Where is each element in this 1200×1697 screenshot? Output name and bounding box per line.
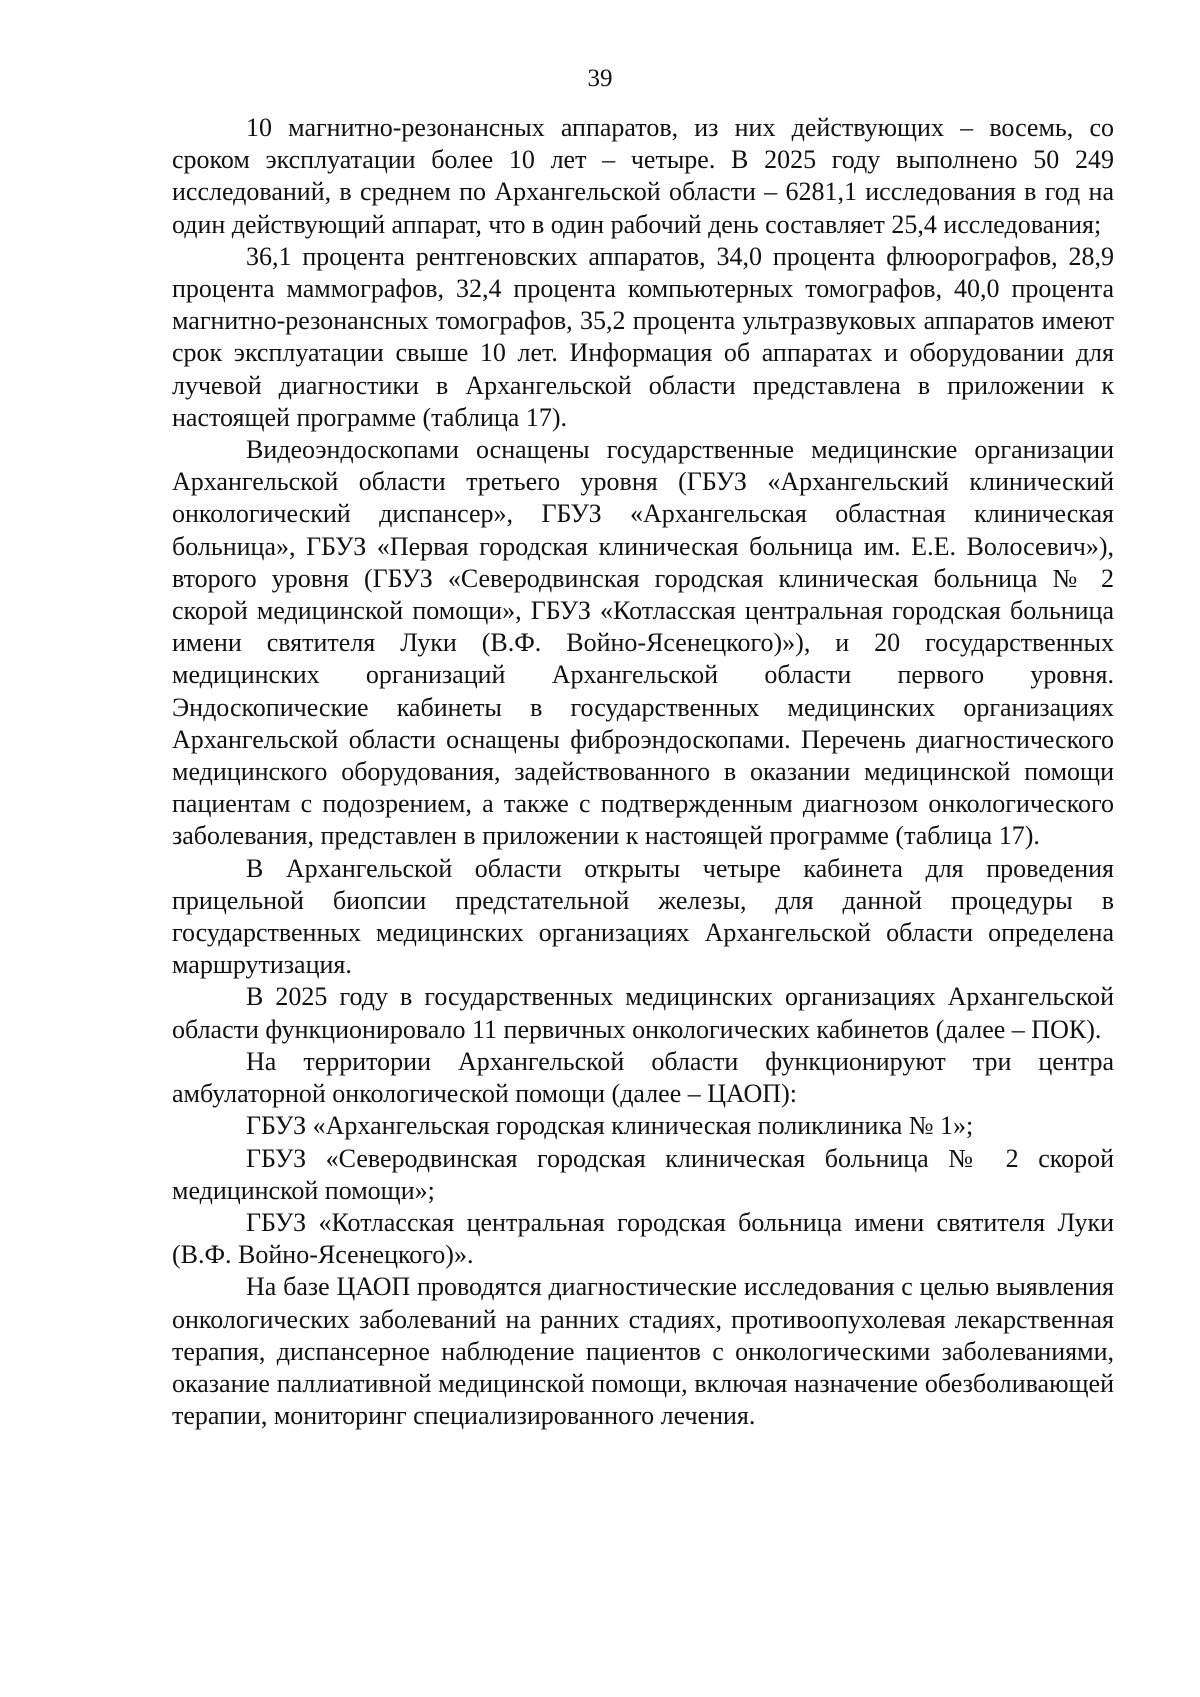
paragraph-caop-services: На базе ЦАОП проводятся диагностические исследования с целью выявления онкологических заболеваний на ранних стадиях, противоопухолевая лекарственная терапия, диспансерное наблюдение пациентов с онкологическими заболеваниями, оказание паллиативной медицинской помощи, включая назначение обезболивающей терапии, мониторинг специализированного лечения.	[172, 1272, 1114, 1431]
document-body	[172, 112, 1114, 1432]
list-item-caop-2: ГБУЗ «Северодвинская городская клиническая больница № 2 скорой медицинской помощи»;	[172, 1143, 1114, 1205]
list-item-caop-3: ГБУЗ «Котласская центральная городская больница имени святителя Луки (В.Ф. Войно-Ясенецкого)».	[172, 1207, 1114, 1270]
paragraph-equipment-age: 36,1 процента рентгеновских аппаратов, 34,0 процента флюорографов, 28,9 процента маммографов, 32,4 процента компьютерных томографов, 40,0 процента магнитно-резонансных томографов, 35,2 процента ультразвуковых аппаратов имеют срок эксплуатации свыше 10 лет. Информация об аппаратах и оборудовании для лучевой диагностики в Архангельской области представлена в приложении к настоящей программе (таблица 17).	[172, 241, 1114, 432]
paragraph-oncology-offices: В 2025 году в государственных медицинских организациях Архангельской области функционировало 11 первичных онкологических кабинетов (далее – ПОК).	[172, 982, 1114, 1044]
paragraph-videoendoscopes: Видеоэндоскопами оснащены государственные медицинские организации Архангельской области третьего уровня (ГБУЗ «Архангельский клинический онкологический диспансер», ГБУЗ «Архангельская областная клиническая больница», ГБУЗ «Первая городская клиническая больница им. Е.Е. Волосевич»), второго уровня (ГБУЗ «Северодвинская городская клиническая больница № 2 скорой медицинской помощи», ГБУЗ «Котласская центральная городская больница имени святителя Луки (В.Ф. Войно-Ясенецкого)»), и 20 государственных медицинских организаций Архангельской области первого уровня. Эндоскопические кабинеты в государственных медицинских организациях Архангельской области оснащены фиброэндоскопами. Перечень диагностического медицинского оборудования, задействованного в оказании медицинской помощи пациентам с подозрением, а также с подтвержденным диагнозом онкологического заболевания, представлен в приложении к настоящей программе (таблица 17).	[172, 435, 1114, 851]
page-number: 39	[587, 65, 613, 92]
paragraph-prostate-biopsy: В Архангельской области открыты четыре кабинета для проведения прицельной биопсии предстательной железы, для данной процедуры в государственных медицинских организациях Архангельской области определена маршрутизация.	[172, 853, 1114, 980]
paragraph-caop-intro: На территории Архангельской области функционируют три центра амбулаторной онкологической помощи (далее – ЦАОП):	[172, 1046, 1114, 1109]
paragraph-mri-equipment: 10 магнитно-резонансных аппаратов, из них действующих – восемь, со сроком эксплуатации более 10 лет – четыре. В 2025 году выполнено 50 249 исследований, в среднем по Архангельской области – 6281,1 исследования в год на один действующий аппарат, что в один рабочий день составляет 25,4 исследования;	[172, 113, 1114, 239]
list-item-caop-1: ГБУЗ «Архангельская городская клиническая поликлиника № 1»;	[246, 1111, 974, 1141]
